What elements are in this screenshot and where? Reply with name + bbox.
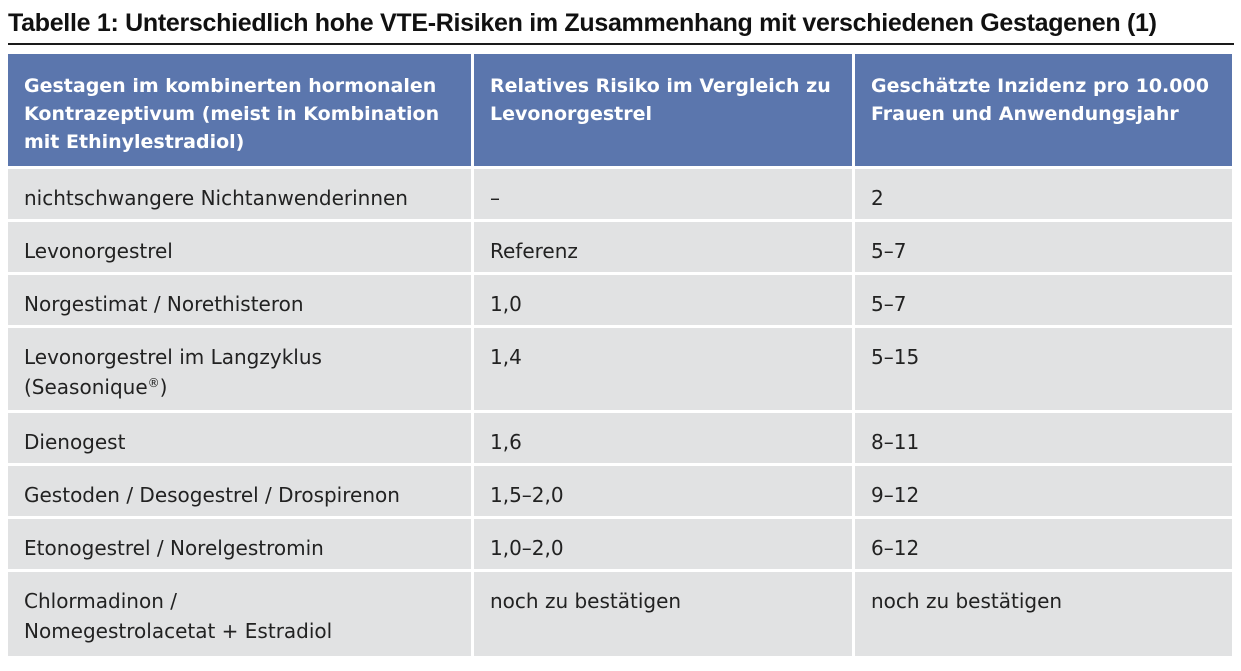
- table-row: [8, 572, 1232, 656]
- table-row: [8, 169, 1232, 219]
- cell-relative-risk: –: [474, 169, 852, 219]
- registered-mark: ®: [147, 376, 160, 390]
- table-row: [8, 275, 1232, 325]
- cell-gestagen: Gestoden / Desogestrel / Drospirenon: [8, 466, 471, 516]
- cell-gestagen-line2-end: ): [159, 375, 168, 399]
- cell-incidence: noch zu bestätigen: [855, 572, 1232, 656]
- table-row: [8, 328, 1232, 410]
- cell-gestagen-line1: Levonorgestrel im Langzyklus: [24, 345, 322, 369]
- table-row: [8, 519, 1232, 569]
- table-title: Tabelle 1: Unterschiedlich hohe VTE-Risiken im Zusammenhang mit verschiedenen Gestagenen (1): [8, 9, 1157, 37]
- title-rule: [8, 43, 1234, 45]
- cell-gestagen: Etonogestrel / Norelgestromin: [8, 519, 471, 569]
- cell-gestagen: [8, 328, 471, 410]
- cell-incidence: 5–7: [855, 222, 1232, 272]
- header-gestagen: Gestagen im kombinerten hormonalen Kontrazeptivum (meist in Kombination mit Ethinylestradiol): [8, 54, 471, 166]
- cell-relative-risk: 1,6: [474, 413, 852, 463]
- table-row: [8, 222, 1232, 272]
- header-relative-risk: Relatives Risiko im Vergleich zu Levonorgestrel: [474, 54, 852, 166]
- cell-incidence: 5–15: [855, 328, 1232, 410]
- cell-incidence: 5–7: [855, 275, 1232, 325]
- cell-relative-risk: 1,0–2,0: [474, 519, 852, 569]
- table-row: [8, 466, 1232, 516]
- header-row: [8, 54, 1232, 166]
- cell-gestagen: Levonorgestrel: [8, 222, 471, 272]
- cell-relative-risk: Referenz: [474, 222, 852, 272]
- table-row: [8, 413, 1232, 463]
- cell-incidence: 9–12: [855, 466, 1232, 516]
- header-incidence: Geschätzte Inzidenz pro 10.000 Frauen und Anwendungsjahr: [855, 54, 1232, 166]
- cell-gestagen-line2: (Seasonique: [24, 375, 148, 399]
- cell-gestagen-line1: Chlormadinon /: [24, 589, 177, 613]
- cell-incidence: 2: [855, 169, 1232, 219]
- vte-risk-table: [5, 51, 1235, 659]
- cell-relative-risk: noch zu bestätigen: [474, 572, 852, 656]
- cell-gestagen: nichtschwangere Nichtanwenderinnen: [8, 169, 471, 219]
- cell-relative-risk: 1,4: [474, 328, 852, 410]
- cell-incidence: 6–12: [855, 519, 1232, 569]
- cell-gestagen: [8, 572, 471, 656]
- cell-incidence: 8–11: [855, 413, 1232, 463]
- cell-relative-risk: 1,5–2,0: [474, 466, 852, 516]
- cell-relative-risk: 1,0: [474, 275, 852, 325]
- cell-gestagen: Dienogest: [8, 413, 471, 463]
- cell-gestagen-line2: Nomegestrolacetat + Estradiol: [24, 619, 333, 643]
- cell-gestagen: Norgestimat / Norethisteron: [8, 275, 471, 325]
